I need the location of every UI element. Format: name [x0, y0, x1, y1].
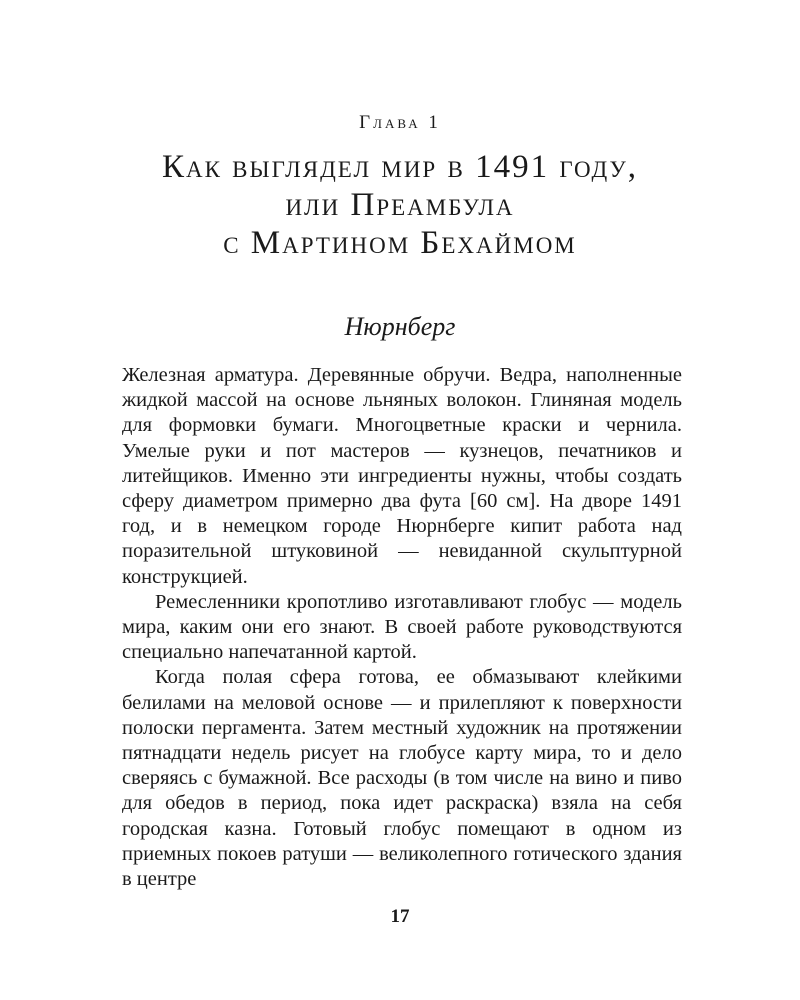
- paragraph: Железная арматура. Деревянные обручи. Ведра, наполненные жидкой массой на основе льняных волокон. Глиняная модель для формовки бумаги. Многоцветные краски и чернила. Умелые руки и пот мастеров — кузнецов, печатников и литейщиков. Именно эти ингредиенты нужны, чтобы создать сферу диаметром примерно два фута [60 см]. На дворе 1491 год, и в немецком городе Нюрнберге кипит работа над поразительной штуковиной — невиданной скульптурной конструкцией.: [122, 364, 682, 588]
- chapter-title: [0, 148, 800, 262]
- chapter-title-line: или Преамбула: [285, 187, 515, 223]
- chapter-title-line: Как выглядел мир в 1491 году,: [161, 149, 639, 185]
- chapter-title-line: с Мартином Бехаймом: [223, 225, 577, 261]
- page-number: 17: [390, 906, 410, 927]
- body-text: [122, 363, 682, 892]
- section-heading: Нюрнберг: [344, 312, 456, 341]
- paragraph: Когда полая сфера готова, ее обмазывают клейкими белилами на меловой основе — и прилепляют к поверхности полоски пергамента. Затем местный художник на протяжении пятнадцати недель рисует на глобусе карту мира, то и дело сверяясь с бумажной. Все расходы (в том числе на вино и пиво для обедов в период, пока идет раскраска) взяла на себя городская казна. Готовый глобус помещают в одном из приемных покоев ратуши — великолепного готического здания в центре: [122, 666, 682, 891]
- paragraph: Ремесленники кропотливо изготавливают глобус — модель мира, каким они его знают. В своей работе руководствуются специально напечатанной картой.: [122, 590, 682, 664]
- chapter-label: Глава 1: [359, 112, 441, 133]
